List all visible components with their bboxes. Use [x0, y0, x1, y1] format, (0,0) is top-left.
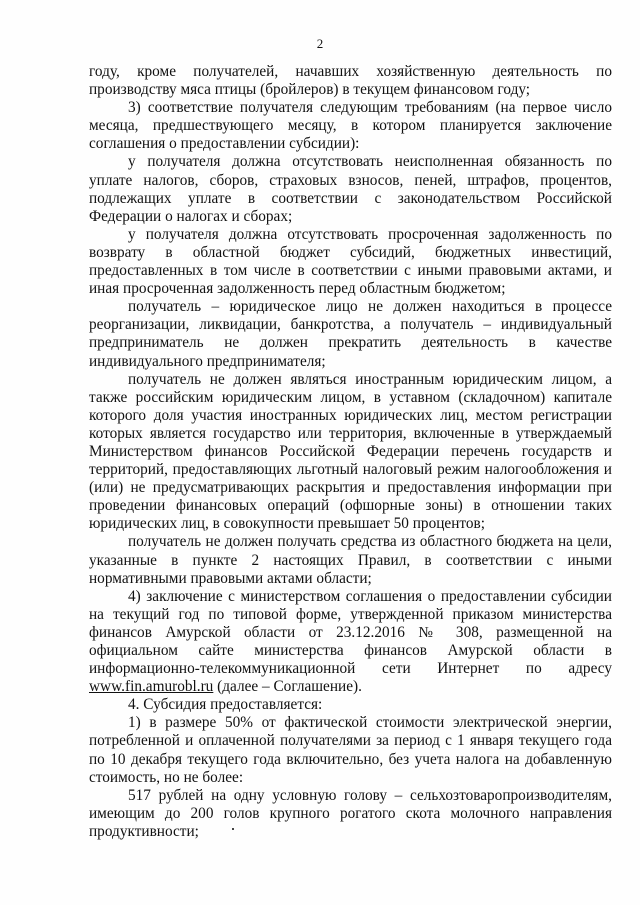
website-link[interactable]: www.fin.amurobl.ru — [89, 678, 214, 696]
scan-speck — [232, 828, 234, 830]
document-body — [89, 63, 612, 841]
paragraph: году, кроме получателей, начавших хозяйственную деятельность по производству мяса птицы (бройлеров) в текущем финансовом году; — [89, 63, 612, 99]
paragraph: 517 рублей на одну условную голову – сельхозтоваропроизводителям, имеющим до 200 голов крупного рогатого скота молочного направления продуктивности; — [89, 786, 612, 840]
paragraph: получатель не должен получать средства из областного бюджета на цели, указанные в пункте 2 настоящих Правил, в соответствии с иными нормативными правовыми актами области; — [89, 533, 612, 587]
page-number: 2 — [316, 36, 324, 51]
paragraph: 1) в размере 50% от фактической стоимости электрической энергии, потребленной и оплаченной получателями за период с 1 января текущего года по 10 декабря текущего года включительно, без учета налога на добавленную стоимость, но не более: — [89, 714, 612, 786]
paragraph: у получателя должна отсутствовать просроченная задолженность по возврату в областной бюджет субсидий, бюджетных инвестиций, предоставленных в том числе в соответствии с иными правовыми актами, и иная просроченная задолженность перед областным бюджетом; — [89, 225, 612, 298]
paragraph-text: 4) заключение с министерством соглашения о предоставлении субсидии на текущий год по типовой форме, утвержденной приказом министерства финансов Амурской области от 23.12.2016 № 308, размещенной на официальном сайте министерства финансов Амурской области в информационно-телекоммуникационной сети Интернет по адресу — [89, 587, 612, 678]
paragraph: 4. Субсидия предоставляется: — [128, 696, 323, 714]
paragraph: 3) соответствие получателя следующим требованиям (на первое число месяца, предшествующего месяцу, в котором планируется заключение соглашения о предоставлении субсидии): — [89, 99, 612, 153]
paragraph-with-link — [89, 588, 612, 697]
paragraph: получатель не должен являться иностранным юридическим лицом, а также российским юридическим лицом, в уставном (складочном) капитале которого доля участия иностранных юридических лиц, местом регистрации которых является государство или территория, включенные в утверждаемый Министерством финансов Российской Федерации перечень государств и территорий, предоставляющих льготный налоговый режим налогообложения и (или) не предусматривающих раскрытия и предоставления информации при проведении финансовых операций (офшорные зоны) в отношении таких юридических лиц, в совокупности превышает 50 процентов; — [89, 370, 612, 533]
paragraph: у получателя должна отсутствовать неисполненная обязанность по уплате налогов, сборов, страховых взносов, пеней, штрафов, процентов, подлежащих уплате в соответствии с законодательством Российской Федерации о налогах и сборах; — [89, 153, 612, 225]
paragraph-text-tail: (далее – Соглашение). — [213, 678, 362, 696]
paragraph: получатель – юридическое лицо не должен находиться в процессе реорганизации, ликвидации, банкротства, а получатель – индивидуальный предприниматель не должен прекратить деятельность в качестве индивидуального предпринимателя; — [89, 298, 612, 370]
